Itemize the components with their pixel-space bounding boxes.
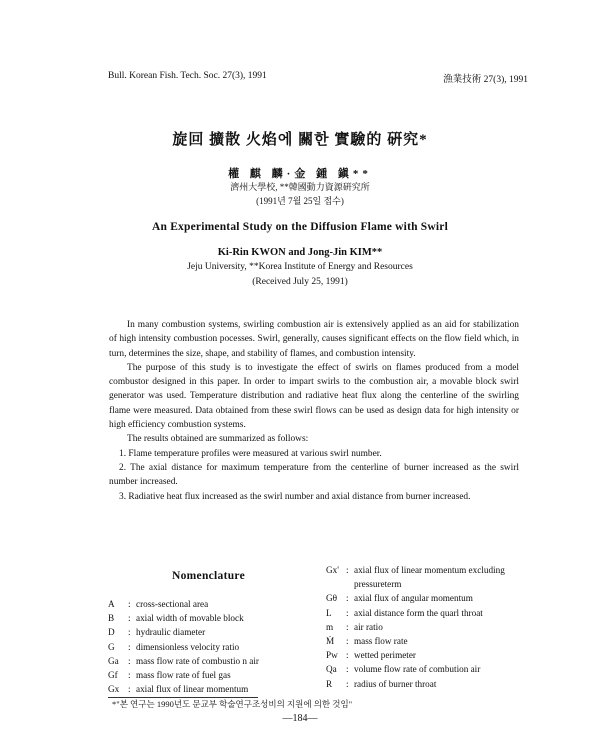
nomenclature-description: axial width of movable block <box>136 613 244 624</box>
nomenclature-symbol: R <box>326 678 333 689</box>
nomenclature-symbol: B <box>108 613 115 624</box>
nomenclature-list-left <box>108 597 259 696</box>
english-title: An Experimental Study on the Diffusion Flame with Swirl <box>152 221 448 233</box>
nomenclature-entry: Qa : volume flow rate of combution air <box>326 662 536 676</box>
english-affiliation: Jeju University, **Korea Institute of Energy and Resources <box>187 262 413 272</box>
abstract <box>109 318 519 504</box>
nomenclature-symbol: D <box>108 627 115 638</box>
nomenclature-symbol: A <box>108 599 115 609</box>
nomenclature-symbol: L <box>326 607 332 618</box>
nomenclature-entry: Gx' : axial flux of linear momentum excluding pressureterm <box>326 563 536 591</box>
nomenclature-symbol: Gx <box>108 684 120 695</box>
nomenclature-symbol: Gθ <box>326 593 338 604</box>
nomenclature-description: wetted perimeter <box>354 650 416 661</box>
nomenclature-symbol: Qa <box>326 664 337 675</box>
korean-received-date: (1991년 7월 25일 접수) <box>256 196 344 206</box>
nomenclature-symbol: m <box>326 621 334 632</box>
nomenclature-symbol: Ṁ <box>326 636 335 647</box>
journal-citation: Bull. Korean Fish. Tech. Soc. 27(3), 1991 <box>108 71 267 81</box>
nomenclature-entry: G : dimensionless velocity ratio <box>108 640 259 654</box>
nomenclature-description: mass flow rate <box>354 636 408 647</box>
nomenclature-description: mass flow rate of combustio n air <box>136 655 259 666</box>
korean-authors: 權 麒 麟·金 鍾 鎭** <box>228 168 372 180</box>
journal-citation-korean: 漁業技術 27(3), 1991 <box>443 75 528 85</box>
footnote: *"본 연구는 1990년도 문교부 학술연구조성비의 지원에 의한 것임" <box>112 699 353 709</box>
abstract-paragraph: The results obtained are summarized as follows: <box>127 434 309 445</box>
nomenclature-heading: Nomenclature <box>172 570 246 582</box>
nomenclature-symbol: Gf <box>108 670 118 681</box>
nomenclature-entry: A : cross-sectional area <box>108 597 259 611</box>
nomenclature-description: mass flow rate of fuel gas <box>136 670 231 681</box>
nomenclature-entry: Gθ : axial flux of angular momentum <box>326 591 536 605</box>
nomenclature-description: cross-sectional area <box>136 599 209 609</box>
nomenclature-entry: R : radius of burner throat <box>326 677 536 691</box>
english-received-date: (Received July 25, 1991) <box>252 277 348 287</box>
nomenclature-entry: Ga : mass flow rate of combustio n air <box>108 654 259 668</box>
english-authors: Ki-Rin KWON and Jong-Jin KIM** <box>217 247 383 258</box>
nomenclature-entry: Pw : wetted perimeter <box>326 648 536 662</box>
nomenclature-entry: Gf : mass flow rate of fuel gas <box>108 668 259 682</box>
nomenclature-description: volume flow rate of combution air <box>354 664 481 675</box>
result-item: 2. The axial distance for maximum temperature from the centerline of burner increased as the swirl number increased. <box>109 462 519 488</box>
abstract-paragraph: In many combustion systems, swirling combustion air is extensively applied as an aid for stabilization of high intensity combustion pocesses. Swirl, generally, causes significant effects on the flow field which, in turn, determines the size, shape, and stability of flames, and combustion intensity. <box>109 320 519 359</box>
nomenclature-entry: Gx : axial flux of linear momentum <box>108 682 259 696</box>
nomenclature-entry: D : hydraulic diameter <box>108 625 259 639</box>
nomenclature-symbol: G <box>108 641 115 652</box>
nomenclature-description: axial flux of linear momentum excluding pressureterm <box>354 565 505 590</box>
nomenclature-symbol: Pw <box>326 650 338 661</box>
result-item: 3. Radiative heat flux increased as the swirl number and axial distance from burner increased. <box>119 491 471 502</box>
nomenclature-description: axial flux of linear momentum <box>136 684 249 695</box>
korean-title: 旋回 擴散 火焰에 關한 實驗的 硏究* <box>172 132 428 148</box>
nomenclature-description: hydraulic diameter <box>136 627 206 638</box>
abstract-paragraph: The purpose of this study is to investigate the effect of swirls on flames produced from a model combustor designed in this paper. In order to impart swirls to the combustion air, a movable block swirl generator was used. Temperature distribution and radiative heat flux along the centerline of the swirling flame were measured. Data obtained from these swirl flows can be used as design data for high intensity or high efficiency combustion systems. <box>109 362 519 431</box>
nomenclature-description: dimensionless velocity ratio <box>136 641 240 652</box>
nomenclature-description: air ratio <box>354 621 383 632</box>
nomenclature-entry: m : air ratio <box>326 620 536 634</box>
nomenclature-symbol: Ga <box>108 655 119 666</box>
result-item: 1. Flame temperature profiles were measured at various swirl number. <box>119 448 382 459</box>
page-number: —184— <box>282 713 318 724</box>
korean-affiliation: 濟州大學校, **韓國動力資源硏究所 <box>230 182 370 192</box>
nomenclature-entry: Ṁ : mass flow rate <box>326 634 536 648</box>
nomenclature-description: axial distance form the quarl throat <box>354 607 483 618</box>
nomenclature-entry: B : axial width of movable block <box>108 611 259 625</box>
nomenclature-entry: L : axial distance form the quarl throat <box>326 606 536 620</box>
nomenclature-description: radius of burner throat <box>354 678 437 689</box>
nomenclature-symbol: Gx' <box>326 565 339 575</box>
nomenclature-description: axial flux of angular momentum <box>354 593 473 604</box>
nomenclature-list-right <box>326 563 536 691</box>
